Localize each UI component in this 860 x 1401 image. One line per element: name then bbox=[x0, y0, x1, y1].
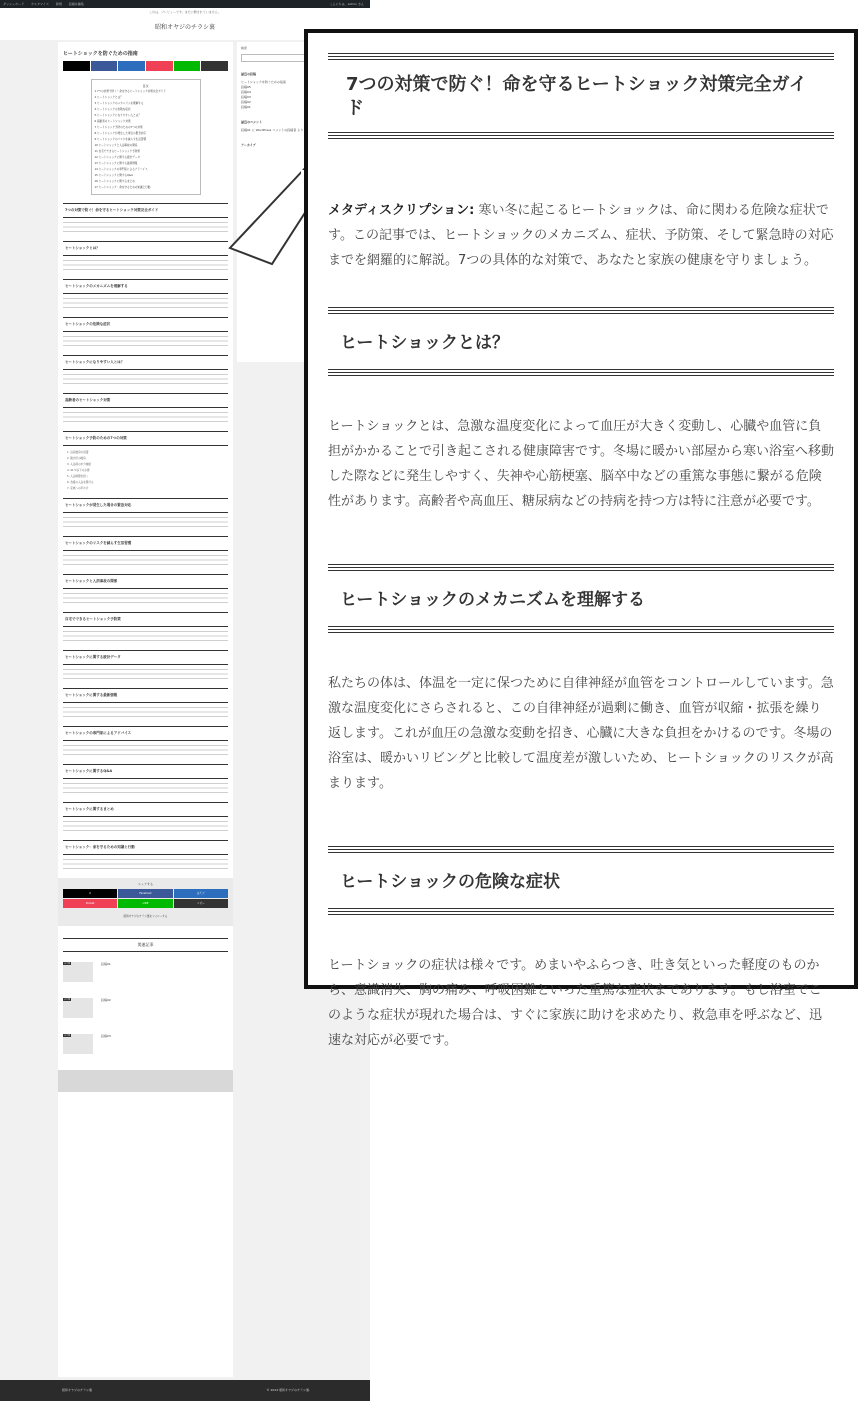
article-section-heading: 7つの対策で防ぐ！命を守るヒートショック対策完全ガイド bbox=[63, 203, 228, 218]
share-hatena-button[interactable] bbox=[118, 61, 145, 71]
article-section-body bbox=[63, 821, 228, 834]
sidebar-archive-label: アーカイブ bbox=[241, 143, 256, 147]
admin-bar-item[interactable]: 新規 bbox=[55, 2, 62, 6]
measures-list bbox=[63, 450, 228, 492]
article-section-heading: 高齢者のヒートショック対策 bbox=[63, 393, 228, 408]
share-box bbox=[58, 878, 233, 926]
site-title[interactable]: 昭和オヤジのチラシ裏 bbox=[155, 24, 215, 31]
sidebar-comments-label: 最近のコメント bbox=[241, 120, 263, 124]
article-section-body bbox=[63, 707, 228, 720]
toc-item[interactable]: 13 ヒートショックに関する最新情報 bbox=[94, 162, 138, 165]
toc-item[interactable]: 8 ヒートショックが発生した場合の緊急対応 bbox=[94, 132, 147, 135]
measure-item: 4. 41℃以下のお湯 bbox=[67, 469, 90, 472]
article-section-heading: ヒートショックに関するQ&A bbox=[63, 764, 228, 779]
toc-heading: 目次 bbox=[142, 84, 149, 88]
toc-item[interactable]: 11 自宅でできるヒートショック予防策 bbox=[94, 150, 140, 153]
article-section-heading: ヒートショックのメカニズムを理解する bbox=[63, 279, 228, 294]
toc-item[interactable]: 3 ヒートショックのメカニズムを理解する bbox=[94, 102, 144, 105]
follow-label: 昭和オヤジのチラシ裏をフォローする bbox=[123, 915, 168, 918]
article-section-heading: ヒートショックに関する統計データ bbox=[63, 650, 228, 665]
share-hatena-button[interactable]: はてブ bbox=[174, 889, 228, 898]
admin-bar[interactable] bbox=[0, 0, 370, 8]
toc-item[interactable]: 2 ヒートショックとは？ bbox=[94, 96, 123, 99]
article-section-body bbox=[63, 260, 228, 273]
admin-bar-item[interactable]: ダッシュボード bbox=[3, 2, 24, 6]
site-footer bbox=[0, 1380, 370, 1401]
related-heading: 関連記事 bbox=[63, 938, 228, 952]
toc-item[interactable]: 1 7つの対策で防ぐ！命を守るヒートショック対策完全ガイド bbox=[94, 90, 166, 93]
article-section-body bbox=[63, 593, 228, 606]
related-tag: 未分類 bbox=[64, 999, 71, 1001]
share-line-button[interactable] bbox=[174, 61, 201, 71]
related-tag: 未分類 bbox=[64, 1035, 71, 1037]
article-section-body bbox=[63, 555, 228, 568]
measure-item: 2. 脱衣所の暖房 bbox=[67, 457, 86, 460]
sidebar bbox=[237, 42, 313, 362]
toc-item[interactable]: 16 ヒートショックに関するまとめ bbox=[94, 180, 135, 183]
share-buttons-top bbox=[63, 61, 228, 71]
article-section-heading: ヒートショックの危険な症状 bbox=[63, 317, 228, 332]
zoom-section-text: ヒートショックの症状は様々です。めまいやふらつき、吐き気といった軽度のものから、意識消失、胸の痛み、呼吸困難といった重篤な症状まであります。もし浴室でこのような症状が現れた場合は、すぐに家族に助けを求めたり、救急車を呼ぶなど、迅速な対応が必要です。 bbox=[328, 958, 823, 1048]
article-section-body bbox=[63, 336, 228, 349]
related-title[interactable]: 投稿01 bbox=[101, 962, 111, 966]
share-box-label: シェアする bbox=[138, 882, 153, 886]
article-section-heading: ヒートショック：命を守るための知識と行動 bbox=[63, 840, 228, 855]
footer-site-title[interactable]: 昭和オヤジのチラシ裏 bbox=[62, 1388, 92, 1392]
toc-item[interactable]: 7 ヒートショック予防のための7つの対策 bbox=[94, 126, 143, 129]
related-thumbnail[interactable] bbox=[63, 998, 93, 1018]
related-thumbnail[interactable] bbox=[63, 962, 93, 982]
article-section-heading: ヒートショックと入浴事故の関係 bbox=[63, 574, 228, 589]
toc-item[interactable]: 12 ヒートショックに関する統計データ bbox=[94, 156, 140, 159]
related-thumbnail[interactable] bbox=[63, 1034, 93, 1054]
toc-item[interactable]: 5 ヒートショックになりやすい人とは？ bbox=[94, 114, 141, 117]
article-section-heading: ヒートショックになりやすい人とは？ bbox=[63, 355, 228, 370]
zoom-section-text: 私たちの体は、体温を一定に保つために自律神経が血管をコントロールしています。急激な温度変化にさらされると、この自律神経が過剰に働き、血管が収縮・拡張を繰り返します。これが血圧の急激な変動を招き、心臓に大きな負担をかけるのです。冬場の浴室は、暖かいリビングと比較して温度差が激しいため、ヒートショックのリスクが高まります。 bbox=[328, 676, 834, 791]
main-content bbox=[58, 42, 233, 1377]
article-section-body bbox=[63, 374, 228, 387]
article-section-body bbox=[63, 222, 228, 235]
related-title[interactable]: 投稿03 bbox=[101, 1034, 111, 1038]
sidebar-recent-label: 最近の投稿 bbox=[241, 72, 257, 76]
meta-description-label: メタディスクリプション: bbox=[328, 203, 475, 218]
article-section-heading: ヒートショック予防のための7つの対策 bbox=[63, 431, 228, 446]
admin-bar-item[interactable]: 投稿を編集 bbox=[68, 2, 84, 6]
share-x-button[interactable] bbox=[63, 61, 90, 71]
article-section-body bbox=[63, 783, 228, 796]
related-item[interactable] bbox=[63, 1034, 228, 1054]
measure-item: 7. 家族への声かけ bbox=[67, 487, 89, 490]
admin-bar-user[interactable]: こんにちは、admin さん bbox=[329, 2, 364, 6]
share-x-button[interactable]: X bbox=[63, 889, 117, 898]
article-section-heading: ヒートショックの専門家によるアドバイス bbox=[63, 726, 228, 741]
sidebar-search-input[interactable] bbox=[241, 54, 309, 62]
share-facebook-button[interactable]: Facebook bbox=[118, 889, 172, 898]
article-section-body bbox=[63, 859, 228, 872]
toc-list bbox=[95, 89, 197, 191]
preview-notice: これは、プレビューです。まだ公開されていません。 bbox=[149, 10, 221, 14]
share-line-button[interactable]: LINE bbox=[118, 899, 172, 908]
article-section-heading: ヒートショックに関するまとめ bbox=[63, 802, 228, 817]
article-section-heading: ヒートショックに関する最新情報 bbox=[63, 688, 228, 703]
share-pocket-button[interactable] bbox=[146, 61, 173, 71]
article-section-heading: 自宅でできるヒートショック予防策 bbox=[63, 612, 228, 627]
toc-item[interactable]: 6 高齢者のヒートショック対策 bbox=[94, 120, 131, 123]
share-copy-button[interactable] bbox=[201, 61, 228, 71]
article-section-heading: ヒートショックとは？ bbox=[63, 241, 228, 256]
toc-item[interactable]: 10 ヒートショックと入浴事故の関係 bbox=[94, 144, 138, 147]
article-section-body bbox=[63, 298, 228, 311]
share-facebook-button[interactable] bbox=[91, 61, 118, 71]
admin-bar-item[interactable]: カスタマイズ bbox=[30, 2, 49, 6]
toc-item[interactable]: 4 ヒートショックの危険な症状 bbox=[94, 108, 131, 111]
related-list bbox=[63, 962, 228, 1054]
measure-item: 3. 入浴前の水分補給 bbox=[67, 463, 92, 466]
related-item[interactable] bbox=[63, 998, 228, 1018]
zoomed-article-panel bbox=[304, 29, 858, 1048]
sidebar-search-label: 検索 bbox=[241, 46, 248, 50]
comment-bar[interactable] bbox=[58, 1070, 233, 1092]
toc-item[interactable]: 15 ヒートショックに関するQ&A bbox=[94, 174, 133, 177]
article-section-body bbox=[63, 631, 228, 644]
meta-description-text: 寒い冬に起こるヒートショックは、命に関わる危険な症状です。この記事では、ヒートショックのメカニズム、症状、予防策、そして緊急時の対応までを網羅的に解説。7つの具体的な対策で、あなたと家族の健康を守りましょう。 bbox=[328, 203, 834, 268]
zoom-section-heading: ヒートショックのメカニズムを理解する bbox=[328, 564, 834, 633]
zoom-section-text: ヒートショックとは、急激な温度変化によって血圧が大きく変動し、心臓や血管に負担がかかることで引き起こされる健康障害です。冬場に暖かい部屋から寒い浴室へ移動した際などに発生しやすく、失神や心筋梗塞、脳卒中などの重篤な事態に繋がる危険性があります。高齢者や高血圧、糖尿病などの持病を持つ方は特に注意が必要です。 bbox=[328, 419, 834, 509]
share-grid bbox=[63, 889, 228, 908]
sidebar-recent-item[interactable]: 投稿01 bbox=[241, 105, 251, 109]
toc-item[interactable]: 17 ヒートショック：命を守るための知識と行動 bbox=[94, 186, 151, 189]
post-title: ヒートショックを防ぐための指南 bbox=[63, 51, 138, 57]
article-section-body bbox=[63, 517, 228, 530]
article-section-body bbox=[63, 669, 228, 682]
related-item[interactable] bbox=[63, 962, 228, 982]
sidebar-recent-item[interactable]: 投稿03 bbox=[241, 95, 251, 99]
measure-item: 6. 食後の入浴を避ける bbox=[67, 481, 94, 484]
share-pocket-button[interactable]: Pocket bbox=[63, 899, 117, 908]
article-main-heading: 7つの対策で防ぐ！命を守るヒートショック対策完全ガイド bbox=[328, 53, 834, 139]
article-sections bbox=[63, 203, 228, 872]
related-tag: 未分類 bbox=[64, 963, 71, 965]
zoom-sections bbox=[328, 273, 834, 1053]
toc-item[interactable]: 14 ヒートショックの専門家によるアドバイス bbox=[94, 168, 148, 171]
meta-description bbox=[328, 198, 834, 273]
sidebar-comment-item[interactable]: 投稿01 に WordPress コメントの投稿者 より bbox=[241, 128, 304, 132]
share-copy-button[interactable]: コピー bbox=[174, 899, 228, 908]
zoom-section-heading: ヒートショックの危険な症状 bbox=[328, 846, 834, 915]
sidebar-recent-item[interactable]: 投稿05 bbox=[241, 85, 251, 89]
table-of-contents bbox=[91, 79, 201, 195]
measure-item: 5. 入浴時間を短く bbox=[67, 475, 89, 478]
sidebar-recent-item[interactable]: ヒートショックを防ぐための指南 bbox=[241, 80, 286, 84]
measure-item: 1. 浴室暖房の設置 bbox=[67, 451, 89, 454]
related-title[interactable]: 投稿02 bbox=[101, 998, 111, 1002]
toc-item[interactable]: 9 ヒートショックのリスクを減らす生活習慣 bbox=[94, 138, 147, 141]
sidebar-recent-item[interactable]: 投稿04 bbox=[241, 90, 251, 94]
zoom-section-heading: ヒートショックとは？ bbox=[328, 307, 834, 376]
sidebar-recent-list bbox=[241, 80, 309, 110]
article-section-heading: ヒートショックが発生した場合の緊急対応 bbox=[63, 498, 228, 513]
article-section-body bbox=[63, 412, 228, 425]
article-section-body bbox=[63, 745, 228, 758]
footer-copyright: © 2024 昭和オヤジのチラシ裏. bbox=[266, 1388, 310, 1392]
article-section-heading: ヒートショックのリスクを減らす生活習慣 bbox=[63, 536, 228, 551]
sidebar-recent-item[interactable]: 投稿02 bbox=[241, 100, 251, 104]
